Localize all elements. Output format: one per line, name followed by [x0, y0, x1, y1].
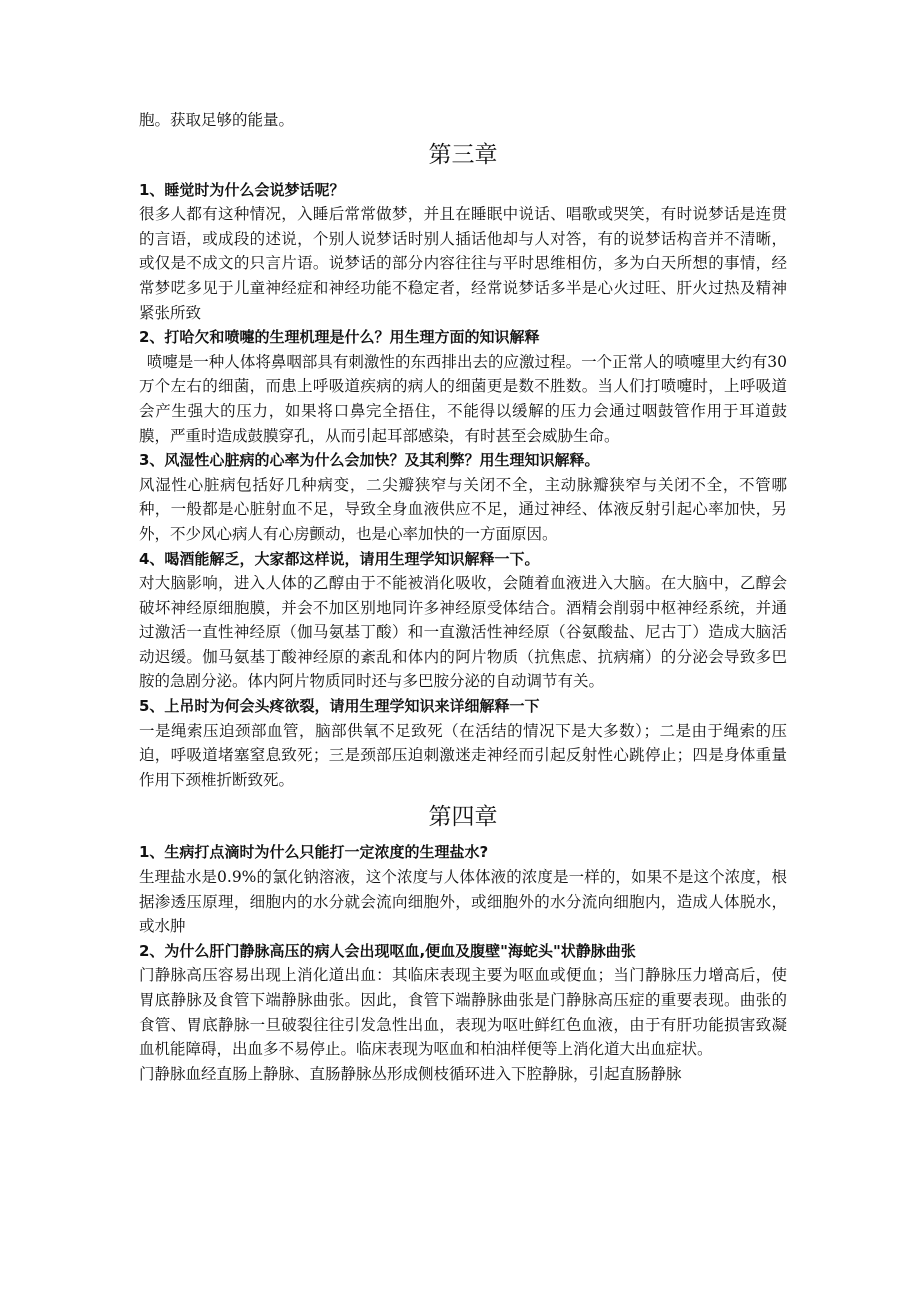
ch3-question-2: 2、打哈欠和喷嚏的生理机理是什么？用生理方面的知识解释: [139, 328, 540, 347]
ch3-question-4: 4、喝酒能解乏，大家都这样说，请用生理学知识解释一下。: [139, 549, 540, 568]
ch4-question-1: 1、生病打点滴时为什么只能打一定浓度的生理盐水?: [139, 843, 489, 862]
chapter-3-title: 第三章: [428, 141, 498, 168]
ch4-answer-2: 门静脉高压容易出现上消化道出血：其临床表现主要为呕血或便血；当门静脉压力增高后，使胃底静脉及食管下端静脉曲张。因此，食管下端静脉曲张是门静脉高压症的重要表现。曲张的食管、胃底静脉一旦破裂往往引发急性出血，表现为呕吐鲜红色血液，由于有肝功能损害致凝血机能障碍，出血多不易停止。临床表现为呕血和柏油样便等上消化道大出血症状。: [139, 966, 787, 1059]
ch3-answer-1: 很多人都有这种情况，入睡后常常做梦，并且在睡眠中说话、唱歌或哭笑，有时说梦话是连贯的言语，或成段的述说，个别人说梦话时别人插话他却与人对答，有的说梦话构音并不清晰，或仅是不成文的只言片语。说梦话的部分内容往往与平时思维相仿，多为白天所想的事情，经常梦呓多见于儿童神经症和神经功能不稳定者，经常说梦话多半是心火过旺、肝火过热及精神紧张所致: [139, 205, 787, 322]
ch3-answer-5: 一是绳索压迫颈部血管，脑部供氧不足致死（在活结的情况下是大多数）；二是由于绳索的压迫，呼吸道堵塞窒息致死；三是颈部压迫刺激迷走神经而引起反射性心跳停止；四是身体重量作用下颈椎折断致死。: [139, 721, 787, 789]
ch3-question-1: 1、睡觉时为什么会说梦话呢？: [139, 180, 345, 199]
ch3-answer-3: 风湿性心脏病包括好几种病变，二尖瓣狭窄与关闭不全，主动脉瓣狭窄与关闭不全，不管哪种，一般都是心脏射血不足，导致全身血液供应不足，通过神经、体液反射引起心率加快，另外，不少风心病人有心房颤动，也是心率加快的一方面原因。: [139, 475, 787, 543]
ch4-question-2: 2、为什么肝门静脉高压的病人会出现呕血,便血及腹壁"海蛇头"状静脉曲张: [139, 941, 636, 960]
ch4-answer-2-continued: 门静脉血经直肠上静脉、直肠静脉丛形成侧枝循环进入下腔静脉，引起直肠静脉: [139, 1064, 682, 1083]
ch3-answer-2: 喷嚏是一种人体将鼻咽部具有刺激性的东西排出去的应激过程。一个正常人的喷嚏里大约有30万个左右的细菌，而患上呼吸道疾病的病人的细菌更是数不胜数。当人们打喷嚏时，上呼吸道会产生强大的压力，如果将口鼻完全捂住，不能得以缓解的压力会通过咽鼓管作用于耳道鼓膜，严重时造成鼓膜穿孔，从而引起耳部感染，有时甚至会威胁生命。: [139, 352, 787, 445]
document-page: [139, 108, 787, 1086]
ch3-question-5: 5、上吊时为何会头疼欲裂，请用生理学知识来详细解释一下: [139, 697, 540, 716]
continued-paragraph: 胞。获取足够的能量。: [139, 111, 295, 129]
ch3-answer-4: 对大脑影响，进入人体的乙醇由于不能被消化吸收，会随着血液进入大脑。在大脑中，乙醇会破坏神经原细胞膜，并会不加区别地同许多神经原受体结合。酒精会削弱中枢神经系统，并通过激活一直性神经原（伽马氨基丁酸）和一直激活性神经原（谷氨酸盐、尼古丁）造成大脑活动迟缓。伽马氨基丁酸神经原的紊乱和体内的阿片物质（抗焦虑、抗病痛）的分泌会导致多巴胺的急剧分泌。体内阿片物质同时还与多巴胺分泌的自动调节有关。: [139, 574, 787, 691]
ch3-question-3: 3、风湿性心脏病的心率为什么会加快？及其利弊？用生理知识解释。: [139, 451, 600, 470]
ch4-answer-1: 生理盐水是0.9%的氯化钠溶液，这个浓度与人体体液的浓度是一样的，如果不是这个浓度，根据渗透压原理，细胞内的水分就会流向细胞外，或细胞外的水分流向细胞内，造成人体脱水，或水肿: [139, 868, 787, 936]
chapter-4-title: 第四章: [428, 804, 498, 831]
